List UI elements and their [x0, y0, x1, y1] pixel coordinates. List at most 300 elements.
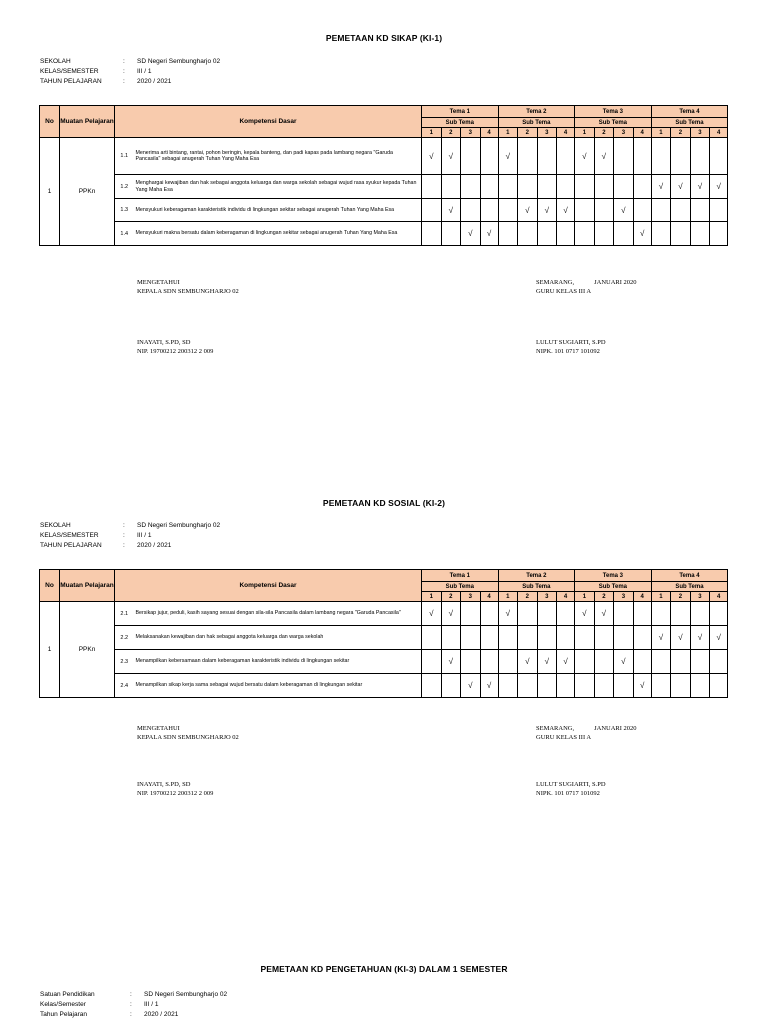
info-row [40, 999, 227, 1009]
doc1-info [40, 57, 220, 87]
check-cell [614, 650, 634, 674]
check-cell [557, 674, 575, 698]
doc1-kd-table [39, 105, 728, 246]
info-colon: : [123, 58, 125, 65]
checkmark-icon: √ [621, 205, 626, 215]
kd-number: 2.3 [115, 650, 134, 674]
check-cell [690, 674, 710, 698]
check-cell [441, 626, 461, 650]
check-cell [614, 674, 634, 698]
header-sub-tema-number: 4 [633, 128, 651, 138]
check-cell [651, 602, 671, 626]
checkmark-icon: √ [468, 681, 473, 690]
check-cell [614, 199, 634, 222]
check-cell [690, 175, 710, 199]
info-row [40, 1009, 227, 1019]
check-cell [461, 650, 481, 674]
info-key: Tahun Pelajaran [40, 1011, 87, 1018]
kd-number: 2.2 [115, 626, 134, 650]
header-sub-tema-number: 2 [441, 128, 461, 138]
check-cell [575, 674, 595, 698]
sign-kepala-sekolah: KEPALA SDN SEMBUNGHARJO 02 [137, 288, 239, 295]
header-sub-tema-number: 1 [575, 592, 595, 602]
header-kompetensi-dasar: Kompetensi Dasar [115, 570, 422, 602]
check-cell [422, 222, 442, 246]
doc3-title: PEMETAAN KD PENGETAHUAN (KI-3) DALAM 1 SEMESTER [260, 964, 508, 974]
checkmark-icon: √ [658, 182, 664, 191]
muatan-pelajaran: PPKn [60, 602, 115, 698]
check-cell [671, 199, 691, 222]
info-key: TAHUN PELAJARAN [40, 78, 102, 85]
check-cell [480, 222, 498, 246]
check-cell [651, 650, 671, 674]
header-sub-tema-number: 1 [498, 592, 518, 602]
check-cell [537, 175, 557, 199]
info-row [40, 989, 227, 999]
check-cell [710, 626, 728, 650]
check-cell [671, 626, 691, 650]
kd-number: 1.4 [115, 222, 134, 246]
kd-number: 1.1 [115, 138, 134, 175]
header-tema: Tema 3 [575, 570, 652, 582]
check-cell [441, 199, 461, 222]
check-cell [441, 175, 461, 199]
doc2-info [40, 521, 220, 551]
check-cell [518, 626, 538, 650]
check-cell [690, 626, 710, 650]
checkmark-icon: √ [639, 681, 645, 690]
info-key: KELAS/SEMESTER [40, 68, 99, 75]
info-colon: : [123, 78, 125, 85]
check-cell [498, 650, 518, 674]
kd-number: 1.2 [115, 175, 134, 199]
check-cell [614, 602, 634, 626]
header-sub-tema-number: 3 [537, 128, 557, 138]
sign-guru-nip: NIPK. 101 0717 101092 [536, 790, 600, 797]
header-sub-tema: Sub Tema [422, 118, 499, 128]
info-row [40, 521, 220, 531]
header-tema: Tema 2 [498, 570, 575, 582]
header-sub-tema: Sub Tema [651, 118, 728, 128]
check-cell [537, 626, 557, 650]
header-sub-tema-number: 3 [461, 592, 481, 602]
header-tema: Tema 1 [422, 570, 499, 582]
sign-guru-kelas: GURU KELAS III A [536, 288, 592, 295]
check-cell [671, 222, 691, 246]
info-colon: : [130, 1011, 132, 1018]
header-sub-tema-number: 2 [594, 128, 614, 138]
check-cell [498, 222, 518, 246]
checkmark-icon: √ [525, 657, 530, 666]
check-cell [671, 138, 691, 175]
checkmark-icon: √ [563, 657, 568, 666]
sign-mengetahui: MENGETAHUI [137, 279, 180, 286]
header-no: No [40, 106, 60, 138]
checkmark-icon: √ [582, 151, 587, 161]
check-cell [671, 650, 691, 674]
check-cell [557, 626, 575, 650]
check-cell [441, 222, 461, 246]
checkmark-icon: √ [678, 182, 683, 191]
check-cell [633, 175, 651, 199]
check-cell [710, 674, 728, 698]
sign-kepala-nip: NIP. 19700212 200312 2 009 [137, 790, 214, 797]
header-muatan-pelajaran: Muatan Pelajaran [60, 570, 115, 602]
info-colon: : [123, 522, 125, 529]
sign-city: SEMARANG, [536, 279, 575, 286]
kd-number: 1.3 [115, 199, 134, 222]
info-row [40, 57, 220, 67]
doc3-info [40, 989, 227, 1019]
check-cell [651, 175, 671, 199]
checkmark-icon: √ [505, 151, 510, 161]
kd-number: 2.1 [115, 602, 134, 626]
checkmark-icon: √ [544, 205, 549, 215]
kd-description: Menerima arti bintang, rantai, pohon beringin, kepala banteng, dan padi kapas pada lambang negara "Garuda Pancasila" sebagai anugerah Tuhan Yang Maha Esa [134, 138, 422, 175]
check-cell [671, 674, 691, 698]
check-cell [710, 138, 728, 175]
sign-city: SEMARANG, [536, 725, 575, 732]
check-cell [614, 222, 634, 246]
table-row [40, 626, 728, 650]
sign-date: JANUARI 2020 [594, 279, 637, 286]
header-sub-tema-number: 4 [710, 128, 728, 138]
check-cell [498, 626, 518, 650]
check-cell [710, 650, 728, 674]
info-key: Satuan Pendidikan [40, 991, 95, 998]
info-key: TAHUN PELAJARAN [40, 542, 102, 549]
checkmark-icon: √ [582, 609, 587, 618]
check-cell [480, 175, 498, 199]
header-sub-tema: Sub Tema [575, 118, 652, 128]
checkmark-icon: √ [639, 229, 645, 238]
check-cell [614, 626, 634, 650]
header-sub-tema-number: 2 [518, 128, 538, 138]
kd-description: Menampilkan sikap kerja sama sebagai wujud bersatu dalam keberagaman di lingkungan sekitar [134, 674, 422, 698]
info-key: Kelas/Semester [40, 1001, 86, 1008]
checkmark-icon: √ [601, 151, 607, 161]
info-row [40, 67, 220, 77]
check-cell [518, 199, 538, 222]
header-sub-tema-number: 4 [557, 592, 575, 602]
check-cell [633, 650, 651, 674]
check-cell [422, 650, 442, 674]
check-cell [498, 674, 518, 698]
check-cell [537, 138, 557, 175]
header-muatan-pelajaran: Muatan Pelajaran [60, 106, 115, 138]
check-cell [651, 138, 671, 175]
doc1-sign-right-name [536, 338, 606, 356]
doc2-kd-table [39, 569, 728, 698]
header-sub-tema-number: 4 [710, 592, 728, 602]
doc2-title: PEMETAAN KD SOSIAL (KI-2) [322, 498, 446, 508]
check-cell [518, 650, 538, 674]
table-row [40, 674, 728, 698]
sign-date: JANUARI 2020 [594, 725, 637, 732]
info-key: KELAS/SEMESTER [40, 532, 99, 539]
check-cell [594, 199, 614, 222]
check-cell [575, 650, 595, 674]
header-sub-tema-number: 3 [614, 592, 634, 602]
check-cell [633, 674, 651, 698]
check-cell [690, 199, 710, 222]
header-sub-tema-number: 1 [422, 128, 442, 138]
checkmark-icon: √ [716, 633, 721, 642]
kd-description: Menampilkan kebersamaan dalam keberagaman karakteristik individu di lingkungan sekitar [134, 650, 422, 674]
checkmark-icon: √ [505, 609, 510, 618]
check-cell [461, 222, 481, 246]
info-colon: : [130, 1001, 132, 1008]
check-cell [651, 626, 671, 650]
sign-kepala-nip: NIP. 19700212 200312 2 009 [137, 348, 214, 355]
info-key: SEKOLAH [40, 522, 71, 529]
table-row [40, 138, 728, 175]
check-cell [461, 138, 481, 175]
header-sub-tema: Sub Tema [651, 582, 728, 592]
sign-mengetahui: MENGETAHUI [137, 725, 180, 732]
info-value: SD Negeri Sembungharjo 02 [137, 58, 221, 65]
checkmark-icon: √ [448, 609, 453, 618]
check-cell [614, 175, 634, 199]
check-cell [594, 602, 614, 626]
doc2-sign-right [536, 724, 637, 742]
check-cell [557, 650, 575, 674]
info-row [40, 77, 220, 87]
row-number: 1 [40, 138, 60, 246]
check-cell [575, 175, 595, 199]
header-sub-tema-number: 4 [557, 128, 575, 138]
info-row [40, 531, 220, 541]
kd-description: Mensyukuri keberagaman karakteristik individu di lingkungan sekitar sebagai anugerah Tuhan Yang Maha Esa [134, 199, 422, 222]
check-cell [690, 602, 710, 626]
check-cell [480, 138, 498, 175]
check-cell [422, 602, 442, 626]
check-cell [422, 674, 442, 698]
check-cell [537, 199, 557, 222]
check-cell [614, 138, 634, 175]
kd-description: Bersikap jujur, peduli, kasih sayang sesuai dengan sila-sila Pancasila dalam lambang negara "Garuda Pancasila" [134, 602, 422, 626]
check-cell [575, 138, 595, 175]
checkmark-icon: √ [486, 229, 492, 238]
check-cell [518, 175, 538, 199]
info-value: 2020 / 2021 [144, 1011, 179, 1018]
check-cell [557, 199, 575, 222]
header-sub-tema-number: 4 [480, 592, 498, 602]
check-cell [557, 138, 575, 175]
header-sub-tema-number: 2 [518, 592, 538, 602]
row-number: 1 [40, 602, 60, 698]
header-sub-tema: Sub Tema [575, 582, 652, 592]
check-cell [461, 175, 481, 199]
checkmark-icon: √ [429, 609, 434, 618]
checkmark-icon: √ [658, 633, 664, 642]
table-row [40, 222, 728, 246]
check-cell [557, 175, 575, 199]
sign-kepala-name: INAYATI, S.PD, SD [137, 339, 191, 346]
check-cell [441, 650, 461, 674]
doc1-sign-right [536, 278, 637, 296]
check-cell [671, 175, 691, 199]
table-row [40, 650, 728, 674]
kd-number: 2.4 [115, 674, 134, 698]
header-sub-tema-number: 1 [498, 128, 518, 138]
header-no: No [40, 570, 60, 602]
checkmark-icon: √ [525, 205, 530, 215]
check-cell [480, 674, 498, 698]
check-cell [461, 199, 481, 222]
check-cell [518, 674, 538, 698]
checkmark-icon: √ [448, 205, 453, 215]
check-cell [518, 602, 538, 626]
checkmark-icon: √ [697, 633, 703, 642]
header-sub-tema-number: 3 [690, 128, 710, 138]
check-cell [633, 199, 651, 222]
check-cell [710, 602, 728, 626]
info-row [40, 541, 220, 551]
checkmark-icon: √ [544, 657, 549, 666]
table-row [40, 602, 728, 626]
doc2-sign-right-name [536, 780, 606, 798]
check-cell [518, 138, 538, 175]
header-sub-tema-number: 2 [594, 592, 614, 602]
kd-description: Menghargai kewajiban dan hak sebagai anggota keluarga dan warga sekolah sebagai wujud rasa syukur kepada Tuhan Yang Maha Esa [134, 175, 422, 199]
check-cell [575, 626, 595, 650]
check-cell [633, 602, 651, 626]
check-cell [557, 602, 575, 626]
checkmark-icon: √ [468, 229, 473, 238]
info-colon: : [123, 532, 125, 539]
check-cell [498, 602, 518, 626]
info-value: 2020 / 2021 [137, 78, 172, 85]
header-tema: Tema 4 [651, 570, 728, 582]
info-value: III / 1 [137, 532, 152, 539]
header-sub-tema-number: 2 [671, 592, 691, 602]
sign-guru-nip: NIPK. 101 0717 101092 [536, 348, 600, 355]
check-cell [594, 175, 614, 199]
info-colon: : [123, 68, 125, 75]
info-colon: : [130, 991, 132, 998]
sign-kepala-name: INAYATI, S.PD, SD [137, 781, 191, 788]
header-sub-tema-number: 2 [441, 592, 461, 602]
header-tema: Tema 1 [422, 106, 499, 118]
check-cell [690, 222, 710, 246]
check-cell [594, 222, 614, 246]
check-cell [498, 175, 518, 199]
doc1-title: PEMETAAN KD SIKAP (KI-1) [325, 33, 443, 43]
sign-kepala-sekolah: KEPALA SDN SEMBUNGHARJO 02 [137, 734, 239, 741]
header-sub-tema-number: 4 [480, 128, 498, 138]
check-cell [671, 602, 691, 626]
check-cell [690, 650, 710, 674]
check-cell [575, 222, 595, 246]
doc1-sign-left-name [137, 338, 213, 356]
info-value: III / 1 [137, 68, 152, 75]
check-cell [461, 602, 481, 626]
check-cell [422, 138, 442, 175]
header-kompetensi-dasar: Kompetensi Dasar [115, 106, 422, 138]
header-sub-tema-number: 2 [671, 128, 691, 138]
kd-description: Mensyukuri makna bersatu dalam keberagaman di lingkungan sekitar sebagai anugerah Tuhan Yang Maha Esa [134, 222, 422, 246]
checkmark-icon: √ [448, 657, 453, 666]
check-cell [575, 199, 595, 222]
checkmark-icon: √ [429, 151, 434, 161]
table-row [40, 199, 728, 222]
check-cell [575, 602, 595, 626]
check-cell [480, 626, 498, 650]
check-cell [633, 138, 651, 175]
check-cell [633, 626, 651, 650]
header-sub-tema-number: 1 [651, 128, 671, 138]
doc1-sign-left [137, 278, 239, 296]
header-tema: Tema 2 [498, 106, 575, 118]
header-sub-tema-number: 1 [422, 592, 442, 602]
doc2-sign-left-name [137, 780, 213, 798]
checkmark-icon: √ [601, 609, 607, 618]
kd-description: Melaksanakan kewajiban dan hak sebagai anggota keluarga dan warga sekolah [134, 626, 422, 650]
checkmark-icon: √ [486, 681, 492, 690]
check-cell [594, 138, 614, 175]
check-cell [651, 222, 671, 246]
check-cell [594, 626, 614, 650]
header-sub-tema-number: 3 [461, 128, 481, 138]
check-cell [651, 674, 671, 698]
info-colon: : [123, 542, 125, 549]
check-cell [422, 626, 442, 650]
check-cell [537, 650, 557, 674]
check-cell [441, 674, 461, 698]
check-cell [441, 602, 461, 626]
checkmark-icon: √ [697, 182, 703, 191]
table-row [40, 175, 728, 199]
header-tema: Tema 3 [575, 106, 652, 118]
sign-guru-kelas: GURU KELAS III A [536, 734, 592, 741]
info-value: 2020 / 2021 [137, 542, 172, 549]
header-sub-tema: Sub Tema [422, 582, 499, 592]
check-cell [537, 674, 557, 698]
check-cell [537, 222, 557, 246]
checkmark-icon: √ [448, 151, 453, 161]
header-sub-tema-number: 3 [690, 592, 710, 602]
check-cell [710, 199, 728, 222]
check-cell [633, 222, 651, 246]
check-cell [594, 674, 614, 698]
sign-guru-name: LULUT SUGIARTI, S.PD [536, 781, 606, 788]
check-cell [690, 138, 710, 175]
check-cell [651, 199, 671, 222]
header-sub-tema-number: 3 [614, 128, 634, 138]
check-cell [480, 199, 498, 222]
check-cell [710, 222, 728, 246]
info-key: SEKOLAH [40, 58, 71, 65]
check-cell [461, 674, 481, 698]
info-value: SD Negeri Sembungharjo 02 [144, 991, 228, 998]
header-sub-tema-number: 3 [537, 592, 557, 602]
check-cell [710, 175, 728, 199]
check-cell [518, 222, 538, 246]
check-cell [498, 199, 518, 222]
checkmark-icon: √ [621, 657, 626, 666]
check-cell [498, 138, 518, 175]
muatan-pelajaran: PPKn [60, 138, 115, 246]
checkmark-icon: √ [716, 182, 721, 191]
check-cell [480, 602, 498, 626]
checkmark-icon: √ [563, 205, 568, 215]
header-sub-tema-number: 1 [575, 128, 595, 138]
sign-guru-name: LULUT SUGIARTI, S.PD [536, 339, 606, 346]
check-cell [480, 650, 498, 674]
checkmark-icon: √ [678, 633, 683, 642]
check-cell [594, 650, 614, 674]
